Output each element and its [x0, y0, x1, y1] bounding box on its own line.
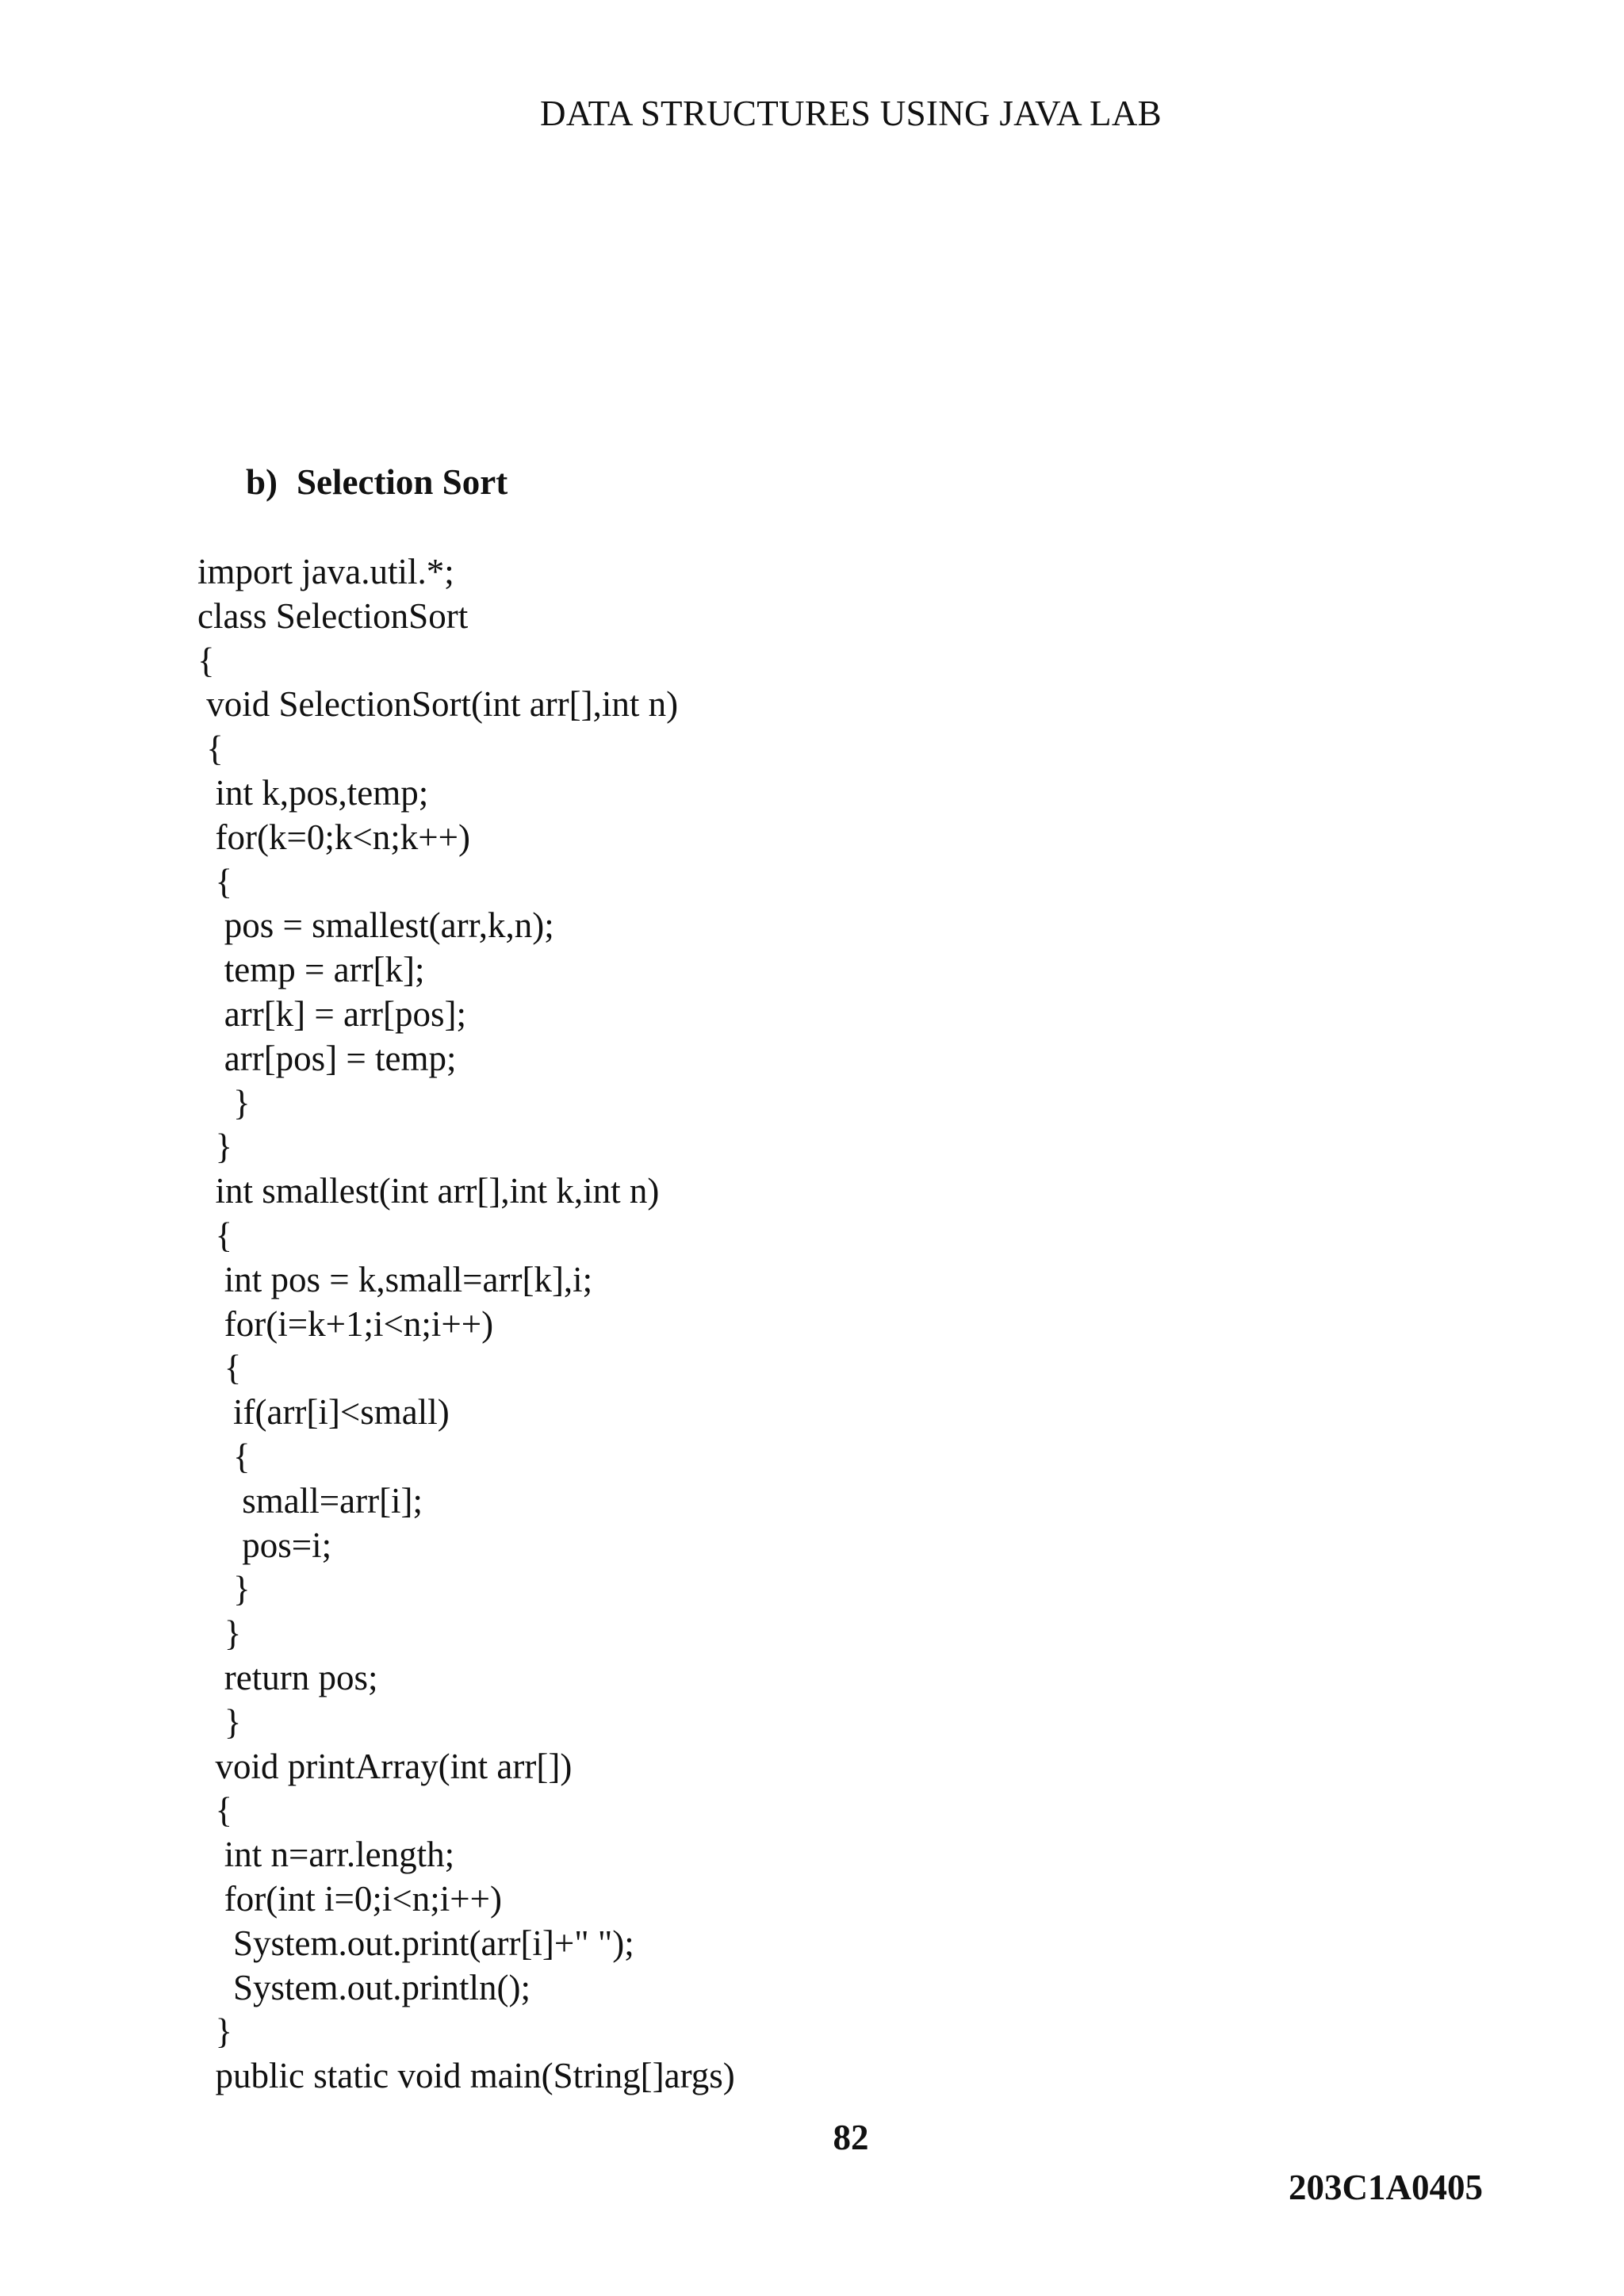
code-line: } — [197, 1701, 242, 1742]
code-line: { — [197, 1790, 233, 1831]
code-line: return pos; — [197, 1657, 378, 1697]
page-header: DATA STRUCTURES USING JAVA LAB — [540, 94, 1162, 133]
section-heading — [246, 461, 508, 503]
code-line: pos = smallest(arr,k,n); — [197, 905, 554, 946]
code-line: { — [197, 861, 233, 901]
code-line: pos=i; — [197, 1525, 332, 1565]
code-line: class SelectionSort — [197, 595, 469, 636]
code-line: { — [197, 1436, 251, 1476]
code-line: System.out.print(arr[i]+" "); — [197, 1923, 634, 1963]
code-line: for(i=k+1;i<n;i++) — [197, 1303, 494, 1344]
code-line: for(int i=0;i<n;i++) — [197, 1878, 502, 1919]
code-line: void SelectionSort(int arr[],int n) — [197, 684, 679, 725]
code-line: void printArray(int arr[]) — [197, 1746, 573, 1786]
code-line: int k,pos,temp; — [197, 772, 429, 813]
code-line: { — [197, 1348, 242, 1388]
code-line: int n=arr.length; — [197, 1835, 455, 1875]
section-marker: b) — [246, 462, 278, 502]
code-line: int smallest(int arr[],int k,int n) — [197, 1171, 660, 1211]
code-line: public static void main(String[]args) — [197, 2056, 735, 2096]
code-line: } — [197, 1082, 251, 1123]
code-line: } — [197, 1127, 233, 1167]
code-line: } — [197, 1613, 242, 1654]
roll-number: 203C1A0405 — [1289, 2168, 1483, 2207]
code-line: System.out.println(); — [197, 1967, 530, 2007]
code-line: for(k=0;k<n;k++) — [197, 817, 470, 857]
code-line: small=arr[i]; — [197, 1480, 423, 1521]
code-line: { — [197, 640, 215, 680]
section-title: Selection Sort — [297, 462, 508, 502]
code-line: } — [197, 1569, 251, 1609]
code-line: import java.util.*; — [197, 552, 454, 591]
page-number: 82 — [833, 2118, 869, 2157]
code-line: { — [197, 729, 224, 769]
code-line: arr[pos] = temp; — [197, 1038, 457, 1078]
code-line: if(arr[i]<small) — [197, 1392, 450, 1433]
code-line: { — [197, 1215, 233, 1255]
code-line: arr[k] = arr[pos]; — [197, 993, 466, 1034]
code-line: } — [197, 2011, 233, 2052]
code-listing — [197, 550, 735, 2099]
code-line: int pos = k,small=arr[k],i; — [197, 1259, 593, 1299]
code-line: temp = arr[k]; — [197, 950, 425, 990]
